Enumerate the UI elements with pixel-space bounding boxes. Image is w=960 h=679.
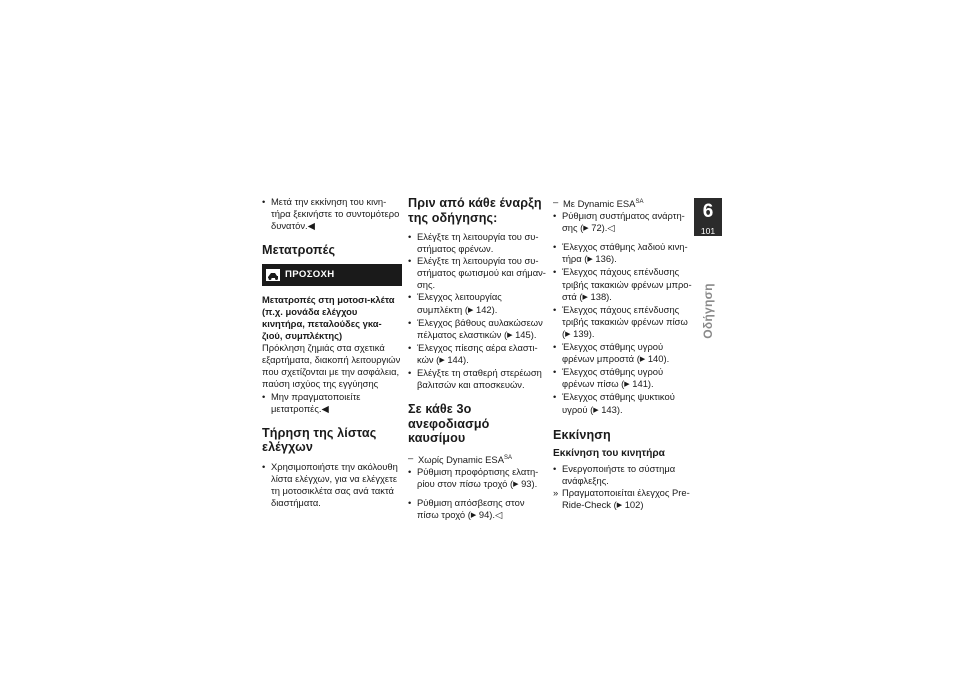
before-ride-list <box>408 231 548 391</box>
arrow-right-icon: ▶ <box>507 331 513 339</box>
motorcycle-warning-icon <box>266 269 280 281</box>
warning-box <box>262 264 402 286</box>
warning-label: ΠΡΟΣΟΧΗ <box>285 268 335 280</box>
list-item: • Ρύθμιση συστήματος ανάρτη-σης (▶ 72).◁ <box>553 210 693 235</box>
refuel-list <box>408 466 548 522</box>
arrow-right-icon: ▶ <box>583 225 589 233</box>
list-item: • Ελέγξτε τη λειτουργία του συ-στήματος φωτισμού και σήμαν-σης. <box>408 255 548 291</box>
list-item: • Έλεγχος πάχους επένδυσης τριβής τακακιών φρένων μπρο-στά (▶ 138). <box>553 266 693 303</box>
warning-title: Μετατροπές στη μοτοσι-κλέτα (π.χ. μονάδα ελέγχου κινητήρα, πεταλούδες γκα-ζιού, συμπλέκτης) <box>262 293 395 342</box>
arrow-right-icon: ▶ <box>470 512 477 520</box>
list-item: • Έλεγχος λειτουργίας συμπλέκτη (▶ 142). <box>408 291 548 316</box>
condition-line: – Με Dynamic $ESA^{SA}$ <box>553 196 693 210</box>
checklist-list <box>262 461 402 509</box>
heading-before-ride: Πριν από κάθε έναρξη της οδήγησης: <box>408 196 542 225</box>
arrow-right-icon: ▶ <box>593 406 599 414</box>
list-item: • Έλεγχος βάθους αυλακώσεων πέλματος ελαστικών (▶ 145). <box>408 317 548 342</box>
list-item: • Ρύθμιση απόσβεσης στον πίσω τροχό (▶ 94).◁ <box>408 497 548 522</box>
list-item: • Έλεγχος στάθμης λαδιού κινη-τήρα (▶ 136). <box>553 241 693 266</box>
column-3 <box>553 196 693 512</box>
list-item: • Ρύθμιση προφόρτισης ελατη-ρίου στον πίσω τροχό (▶ 93). <box>408 466 548 491</box>
condition-line: – Χωρίς Dynamic $ESA^{SA}$ <box>408 452 548 466</box>
column-2 <box>408 196 548 522</box>
result-line: » Πραγματοποιείται έλεγχος Pre-Ride-Check (▶ 102) <box>553 487 693 512</box>
intro-list <box>262 196 402 232</box>
heading-start: Εκκίνηση <box>553 427 611 442</box>
arrow-right-icon: ▶ <box>639 356 646 364</box>
list-item: • Έλεγχος στάθμης ψυκτικού υγρού (▶ 143). <box>553 391 693 416</box>
list-item: • Έλεγχος στάθμης υγρού φρένων πίσω (▶ 141). <box>553 366 693 391</box>
list-item: • Ενεργοποιήστε το σύστημα ανάφλεξης. <box>553 463 693 487</box>
section-label: Οδήγηση <box>700 283 715 339</box>
arrow-right-icon: ▶ <box>624 381 630 389</box>
list-item: • Μην πραγματοποιείτε μετατροπές.◀ <box>262 391 402 415</box>
heading-checklist: Τήρηση της λίστας ελέγχων <box>262 425 377 455</box>
list-item: • Έλεγχος στάθμης υγρού φρένων μπροστά (▶ 140). <box>553 341 693 366</box>
arrow-right-icon: ▶ <box>587 256 593 264</box>
engine-list <box>553 463 693 487</box>
list-item: • Έλεγχος πίεσης αέρα ελαστι-κών (▶ 144). <box>408 342 548 367</box>
list-item: • Ελέγξτε τη λειτουργία του συ-στήματος φρένων. <box>408 231 548 255</box>
arrow-right-icon: ▶ <box>616 502 623 510</box>
list-item: • Έλεγχος πάχους επένδυσης τριβής τακακιών φρένων πίσω (▶ 139). <box>553 304 693 341</box>
arrow-right-icon: ▶ <box>513 480 519 488</box>
heading-every-third-refuel: Σε κάθε 3ο ανεφοδιασμό καυσίμου <box>408 402 490 446</box>
arrow-right-icon: ▶ <box>439 356 445 364</box>
arrow-right-icon: ▶ <box>582 293 588 301</box>
heading-start-engine: Εκκίνηση του κινητήρα <box>553 448 665 460</box>
esa-list <box>553 210 693 417</box>
list-item: • Μετά την εκκίνηση του κινη-τήρα ξεκινήστε το συντομότερο δυνατόν.◀ <box>262 196 402 232</box>
list-item: • Ελέγξτε τη σταθερή στερέωση βαλιτσών και αποσκευών. <box>408 367 548 391</box>
arrow-right-icon: ▶ <box>565 330 571 338</box>
chapter-number: 6 <box>702 201 714 222</box>
warning-list <box>262 391 402 415</box>
column-1 <box>262 196 402 509</box>
heading-modifications: Μετατροπές <box>262 243 336 258</box>
warning-text: Πρόκληση ζημιάς στα σχετικά εξαρτήματα, διακοπή λειτουργιών που σχετίζονται με την ασφάλεια, παύση ισχύος της εγγύησης <box>262 342 401 390</box>
section-tab <box>700 276 716 346</box>
list-item: • Χρησιμοποιήστε την ακόλουθη λίστα ελέγχων, για να ελέγχετε τη μοτοσικλέτα σας ανά τακτά διαστήματα. <box>262 461 402 509</box>
page-number: 101 <box>700 226 716 236</box>
arrow-right-icon: ▶ <box>467 306 474 314</box>
